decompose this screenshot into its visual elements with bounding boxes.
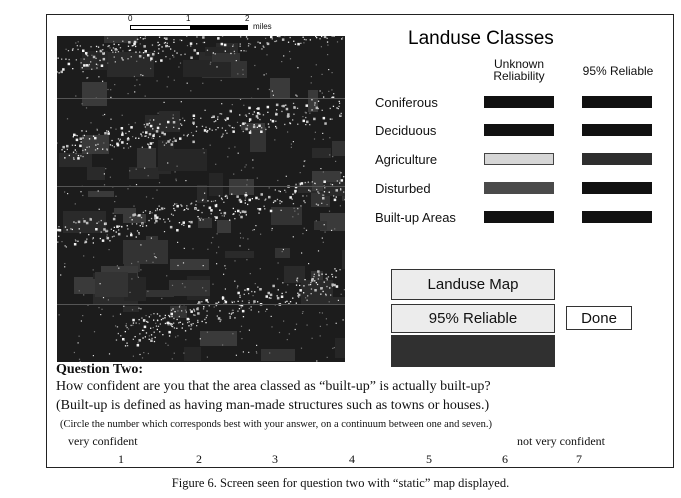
swatch-built-up-reliable [582,211,652,223]
question-line2: (Built-up is defined as having man-made structures such as towns or houses.) [56,398,490,413]
reliable-95-button[interactable]: 95% Reliable [391,304,555,333]
legend-row-deciduous: Deciduous [375,123,437,138]
rating-5[interactable]: 5 [426,452,432,466]
legend-row-disturbed: Disturbed [375,181,431,196]
figure-caption: Figure 6. Screen seen for question two with “static” map displayed. [171,476,510,490]
landuse-map-image[interactable] [57,36,345,362]
swatch-built-up-unknown [484,211,554,223]
scale-low-anchor: very confident [68,434,138,448]
rating-3[interactable]: 3 [272,452,278,466]
landuse-map-button[interactable]: Landuse Map [391,269,555,300]
map-raster [57,36,345,362]
rating-1[interactable]: 1 [118,452,124,466]
scale-high-anchor: not very confident [517,434,605,448]
swatch-coniferous-reliable [582,96,652,108]
swatch-disturbed-reliable [582,182,652,194]
legend-col-unknown-line1: Unknown [493,57,545,71]
legend-col-reliable: 95% Reliable [582,64,654,78]
reliability-display-box [391,335,555,367]
legend-row-built-up: Built-up Areas [375,210,456,225]
legend-row-coniferous: Coniferous [375,95,438,110]
scale-bar-graphic [130,25,248,30]
swatch-deciduous-unknown [484,124,554,136]
question-title: Question Two: [56,362,143,377]
rating-7[interactable]: 7 [576,452,582,466]
swatch-coniferous-unknown [484,96,554,108]
rating-4[interactable]: 4 [349,452,355,466]
scale-tick-1: 1 [186,14,191,23]
swatch-deciduous-reliable [582,124,652,136]
question-instruction: (Circle the number which corresponds best with your answer, on a continuum between one and seven.) [60,419,492,430]
scale-tick-0: 0 [128,14,133,23]
scale-tick-2: 2 [245,14,250,23]
done-button[interactable]: Done [566,306,632,330]
rating-6[interactable]: 6 [502,452,508,466]
swatch-agriculture-reliable [582,153,652,165]
legend-row-agriculture: Agriculture [375,152,438,167]
swatch-agriculture-unknown [484,153,554,165]
legend-title: Landuse Classes [408,28,554,49]
legend-col-unknown-line2: Reliability [493,69,545,83]
question-line1: How confident are you that the area classed as “built-up” is actually built-up? [56,379,491,394]
swatch-disturbed-unknown [484,182,554,194]
map-scale-bar [128,16,288,36]
rating-2[interactable]: 2 [196,452,202,466]
legend-col-unknown [478,58,560,82]
scale-units: miles [253,22,272,31]
